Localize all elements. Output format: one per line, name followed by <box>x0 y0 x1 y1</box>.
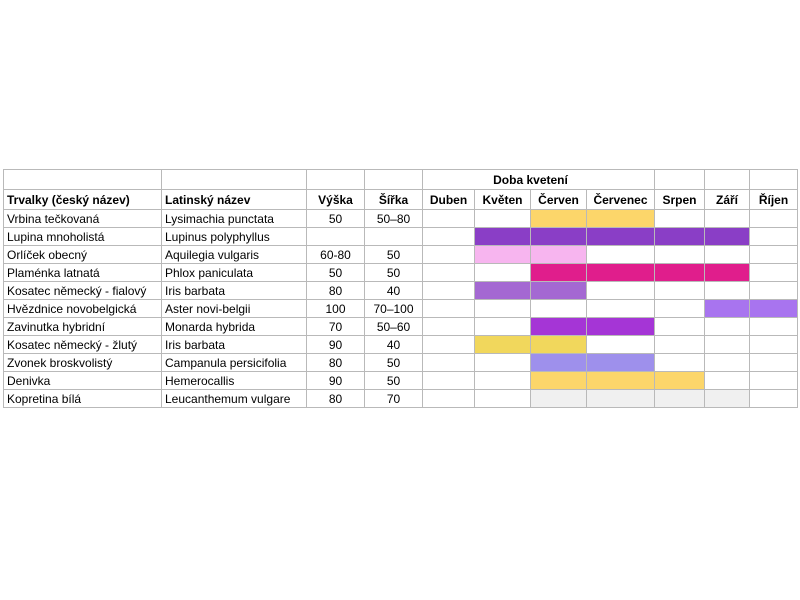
bloom-month-cell <box>475 300 531 318</box>
table-row <box>4 300 798 318</box>
bloom-month-cell <box>750 354 798 372</box>
blank-cell <box>750 170 798 190</box>
latin-name-cell: Aquilegia vulgaris <box>162 246 307 264</box>
bloom-month-cell <box>705 372 750 390</box>
height-cell: 100 <box>307 300 365 318</box>
height-cell: 60-80 <box>307 246 365 264</box>
bloom-month-cell-filled <box>475 336 531 354</box>
bloom-month-cell <box>423 390 475 408</box>
bloom-month-cell <box>705 336 750 354</box>
header-width: Šířka <box>365 190 423 210</box>
bloom-month-cell-filled <box>531 246 587 264</box>
latin-name-cell: Leucanthemum vulgare <box>162 390 307 408</box>
bloom-month-cell-filled <box>475 282 531 300</box>
bloom-month-cell-filled <box>587 354 655 372</box>
bloom-month-cell-filled <box>531 264 587 282</box>
czech-name-cell: Zavinutka hybridní <box>4 318 162 336</box>
bloom-month-cell <box>423 246 475 264</box>
czech-name-cell: Denivka <box>4 372 162 390</box>
bloom-month-cell-filled <box>705 300 750 318</box>
bloom-month-cell <box>750 318 798 336</box>
latin-name-cell: Lysimachia punctata <box>162 210 307 228</box>
bloom-month-cell <box>750 210 798 228</box>
bloom-month-cell <box>423 282 475 300</box>
height-cell <box>307 228 365 246</box>
width-cell: 40 <box>365 282 423 300</box>
height-cell: 50 <box>307 210 365 228</box>
bloom-month-cell-filled <box>587 228 655 246</box>
bloom-month-cell <box>655 282 705 300</box>
bloom-month-cell <box>587 300 655 318</box>
header-month-zari: Září <box>705 190 750 210</box>
bloom-month-cell-filled <box>705 264 750 282</box>
bloom-month-cell-filled <box>655 228 705 246</box>
bloom-month-cell <box>587 246 655 264</box>
table-row <box>4 372 798 390</box>
bloom-month-cell <box>423 228 475 246</box>
bloom-month-cell-filled <box>655 372 705 390</box>
czech-name-cell: Lupina mnoholistá <box>4 228 162 246</box>
bloom-month-cell <box>705 318 750 336</box>
blank-cell <box>705 170 750 190</box>
table-row <box>4 264 798 282</box>
latin-name-cell: Iris barbata <box>162 282 307 300</box>
height-cell: 90 <box>307 336 365 354</box>
bloom-month-cell-filled <box>531 390 587 408</box>
czech-name-cell: Kosatec německý - fialový <box>4 282 162 300</box>
bloom-month-cell <box>531 300 587 318</box>
table-row <box>4 390 798 408</box>
latin-name-cell: Aster novi-belgii <box>162 300 307 318</box>
bloom-month-cell <box>423 300 475 318</box>
height-cell: 70 <box>307 318 365 336</box>
bloom-month-cell <box>750 336 798 354</box>
bloom-month-cell <box>750 390 798 408</box>
latin-name-cell: Phlox paniculata <box>162 264 307 282</box>
height-cell: 90 <box>307 372 365 390</box>
czech-name-cell: Kosatec německý - žlutý <box>4 336 162 354</box>
header-month-srpen: Srpen <box>655 190 705 210</box>
latin-name-cell: Iris barbata <box>162 336 307 354</box>
latin-name-cell: Lupinus polyphyllus <box>162 228 307 246</box>
bloom-month-cell <box>423 264 475 282</box>
width-cell: 50 <box>365 246 423 264</box>
table-row <box>4 354 798 372</box>
bloom-month-cell <box>475 318 531 336</box>
height-cell: 80 <box>307 282 365 300</box>
bloom-month-cell <box>423 318 475 336</box>
bloom-month-cell <box>655 300 705 318</box>
width-cell: 70 <box>365 390 423 408</box>
bloom-month-cell <box>750 228 798 246</box>
bloom-month-cell <box>750 372 798 390</box>
header-month-rijen: Říjen <box>750 190 798 210</box>
header-height: Výška <box>307 190 365 210</box>
bloom-month-cell <box>655 246 705 264</box>
table-row <box>4 210 798 228</box>
latin-name-cell: Monarda hybrida <box>162 318 307 336</box>
bloom-month-cell <box>475 372 531 390</box>
bloom-month-cell <box>655 354 705 372</box>
bloom-month-cell <box>750 246 798 264</box>
bloom-month-cell-filled <box>587 210 655 228</box>
blank-cell <box>307 170 365 190</box>
czech-name-cell: Plaménka latnatá <box>4 264 162 282</box>
header-latin-name: Latinský název <box>162 190 307 210</box>
bloom-month-cell <box>705 354 750 372</box>
bloom-month-cell-filled <box>655 390 705 408</box>
height-cell: 80 <box>307 354 365 372</box>
bloom-month-cell-filled <box>750 300 798 318</box>
width-cell <box>365 228 423 246</box>
bloom-month-cell-filled <box>531 318 587 336</box>
title-row <box>4 170 798 190</box>
czech-name-cell: Kopretina bílá <box>4 390 162 408</box>
latin-name-cell: Campanula persicifolia <box>162 354 307 372</box>
bloom-month-cell <box>705 282 750 300</box>
bloom-month-cell <box>423 372 475 390</box>
bloom-month-cell <box>655 210 705 228</box>
bloom-month-cell <box>587 336 655 354</box>
bloom-month-cell-filled <box>531 210 587 228</box>
bloom-month-cell-filled <box>587 264 655 282</box>
width-cell: 50 <box>365 372 423 390</box>
blank-cell <box>4 170 162 190</box>
table-row <box>4 246 798 264</box>
bloom-month-cell-filled <box>587 390 655 408</box>
bloom-month-cell <box>475 390 531 408</box>
bloom-month-cell <box>705 246 750 264</box>
bloom-month-cell-filled <box>531 336 587 354</box>
width-cell: 40 <box>365 336 423 354</box>
czech-name-cell: Vrbina tečkovaná <box>4 210 162 228</box>
bloom-month-cell <box>475 264 531 282</box>
height-cell: 80 <box>307 390 365 408</box>
bloom-month-cell-filled <box>531 228 587 246</box>
table-row <box>4 336 798 354</box>
bloom-month-cell <box>750 264 798 282</box>
header-month-duben: Duben <box>423 190 475 210</box>
latin-name-cell: Hemerocallis <box>162 372 307 390</box>
width-cell: 50 <box>365 354 423 372</box>
bloom-month-cell-filled <box>531 372 587 390</box>
header-month-cervenec: Červenec <box>587 190 655 210</box>
bloom-period-title: Doba kvetení <box>475 170 587 190</box>
bloom-month-cell <box>750 282 798 300</box>
table-row <box>4 228 798 246</box>
blank-cell <box>423 170 475 190</box>
width-cell: 70–100 <box>365 300 423 318</box>
header-month-kveten: Květen <box>475 190 531 210</box>
header-czech-name: Trvalky (český název) <box>4 190 162 210</box>
table-row <box>4 282 798 300</box>
blank-cell <box>162 170 307 190</box>
bloom-month-cell <box>655 318 705 336</box>
bloom-month-cell <box>655 336 705 354</box>
bloom-month-cell-filled <box>705 228 750 246</box>
bloom-month-cell-filled <box>475 228 531 246</box>
bloom-month-cell <box>705 210 750 228</box>
bloom-month-cell-filled <box>531 354 587 372</box>
header-row <box>4 190 798 210</box>
bloom-month-cell-filled <box>531 282 587 300</box>
bloom-month-cell <box>423 354 475 372</box>
header-month-cerven: Červen <box>531 190 587 210</box>
bloom-month-cell-filled <box>655 264 705 282</box>
blank-cell <box>365 170 423 190</box>
bloom-month-cell <box>587 282 655 300</box>
czech-name-cell: Zvonek broskvolistý <box>4 354 162 372</box>
czech-name-cell: Hvězdnice novobelgická <box>4 300 162 318</box>
width-cell: 50 <box>365 264 423 282</box>
bloom-month-cell <box>475 354 531 372</box>
height-cell: 50 <box>307 264 365 282</box>
bloom-month-cell <box>423 210 475 228</box>
table-row <box>4 318 798 336</box>
bloom-month-cell <box>423 336 475 354</box>
blank-cell <box>655 170 705 190</box>
bloom-month-cell-filled <box>587 318 655 336</box>
blank-cell <box>587 170 655 190</box>
bloom-month-cell-filled <box>587 372 655 390</box>
bloom-month-cell <box>475 210 531 228</box>
width-cell: 50–80 <box>365 210 423 228</box>
width-cell: 50–60 <box>365 318 423 336</box>
bloom-month-cell-filled <box>705 390 750 408</box>
bloom-month-cell-filled <box>475 246 531 264</box>
czech-name-cell: Orlíček obecný <box>4 246 162 264</box>
perennials-bloom-table <box>3 169 798 408</box>
